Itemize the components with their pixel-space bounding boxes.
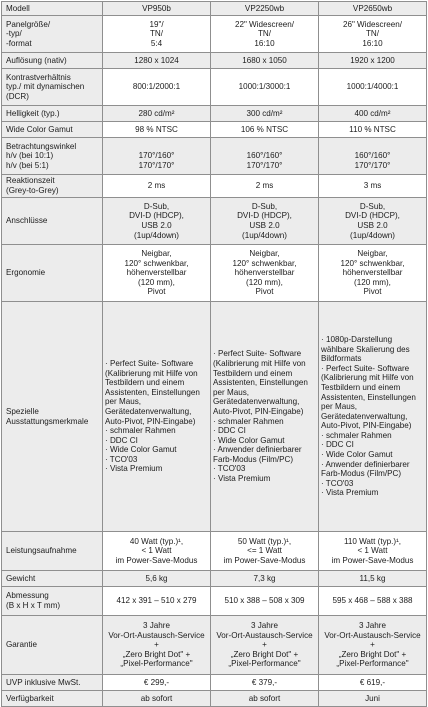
spec-cell-line: € 299,- xyxy=(143,677,170,687)
spec-cell-line: Assistenten, Einstellungen xyxy=(321,392,416,402)
spec-cell-line: Testbildern und einem xyxy=(105,378,185,388)
spec-cell xyxy=(103,69,211,106)
spec-cell-line: 120° schwenkbar, xyxy=(124,258,189,268)
row-label-line: UVP inklusive MwSt. xyxy=(6,677,81,687)
spec-cell-line: Juni xyxy=(365,693,380,703)
spec-cell-line: 16:10 xyxy=(254,38,275,48)
table-row xyxy=(2,69,427,106)
spec-cell-line: · Anwender definierbarer xyxy=(213,445,302,455)
spec-cell-line: · TCO'03 xyxy=(321,478,354,488)
spec-cell-line: 106 % NTSC xyxy=(240,124,289,134)
spec-cell-line: + xyxy=(154,640,159,650)
spec-cell-line: € 379,- xyxy=(251,677,278,687)
spec-cell-line: Pivot xyxy=(255,287,274,297)
spec-cell xyxy=(319,675,427,691)
spec-cell-line: 22" Widescreen/ xyxy=(234,19,295,29)
spec-cell xyxy=(319,532,427,571)
table-row xyxy=(2,616,427,675)
table-row xyxy=(2,532,427,571)
spec-cell-line: · Perfect Suite- Software xyxy=(321,363,410,373)
spec-cell-line: „Pixel-Performance" xyxy=(120,659,193,669)
spec-cell-line: Vor-Ort-Austausch-Service xyxy=(216,630,313,640)
row-label xyxy=(2,245,103,302)
spec-cell-line: DVI-D (HDCP), xyxy=(237,211,292,221)
spec-cell-line: 160°/160° xyxy=(354,151,391,161)
row-label-line: Verfügbarkeit xyxy=(6,693,54,703)
row-label-line: Anschlüsse xyxy=(6,216,48,226)
row-label-line: h/v (bei 10:1) xyxy=(6,151,54,161)
spec-cell-line: · Wide Color Gamut xyxy=(105,445,177,455)
spec-cell-line: (Kalibrierung mit Hilfe von xyxy=(105,368,198,378)
spec-cell-line: 170°/170° xyxy=(354,160,391,170)
row-label xyxy=(2,16,103,53)
spec-cell-line: per Maus, xyxy=(321,402,357,412)
spec-cell-line: 3 Jahre xyxy=(251,621,278,631)
row-label xyxy=(2,53,103,69)
spec-cell xyxy=(319,69,427,106)
row-label-line: Reaktionszeit xyxy=(6,176,55,186)
spec-cell-line: per Maus, xyxy=(105,397,141,407)
spec-cell-line: 800:1/2000:1 xyxy=(132,82,181,92)
spec-cell xyxy=(319,691,427,707)
spec-cell-line: Neigbar, xyxy=(357,249,388,259)
spec-cell-line: TN/ xyxy=(149,29,164,39)
spec-cell-line: (120 mm), xyxy=(354,277,391,287)
spec-cell xyxy=(103,675,211,691)
row-label xyxy=(2,106,103,122)
spec-cell-line: · 1080p-Darstellung xyxy=(321,334,393,344)
row-label-line: (B x H x T mm) xyxy=(6,601,61,610)
spec-cell-line: 2 ms xyxy=(255,181,274,191)
spec-cell-line: 280 cd/m² xyxy=(138,108,175,118)
spec-cell-line: USB 2.0 xyxy=(249,221,280,230)
row-label-line: (Grey-to-Grey) xyxy=(6,186,59,195)
spec-cell-line: · DDC CI xyxy=(105,435,138,445)
spec-cell xyxy=(103,175,211,198)
table-row xyxy=(2,691,427,707)
spec-cell-line: 50 Watt (typ.)¹, xyxy=(237,536,292,546)
spec-cell-line: Assistenten, Einstellungen xyxy=(213,378,308,388)
spec-cell-line: „Pixel-Performance" xyxy=(228,659,301,669)
table-row xyxy=(2,106,427,122)
spec-cell xyxy=(211,571,319,587)
row-label xyxy=(2,616,103,675)
spec-cell-line: per Maus, xyxy=(213,387,249,397)
spec-cell-line: · Wide Color Gamut xyxy=(213,435,285,445)
spec-cell-line: 1680 x 1050 xyxy=(242,55,287,65)
row-label-line: Abmessung xyxy=(6,591,49,601)
spec-cell-line: 3 ms xyxy=(363,181,382,191)
spec-cell xyxy=(103,106,211,122)
spec-cell xyxy=(319,138,427,175)
spec-cell xyxy=(319,53,427,69)
table-row xyxy=(2,122,427,138)
spec-cell-line: 1000:1/3000:1 xyxy=(238,82,291,92)
spec-cell-line: · DDC CI xyxy=(321,440,354,450)
spec-cell-line: + xyxy=(370,640,375,650)
spec-cell-line: Auto-Pivot, PIN-Eingabe) xyxy=(321,421,412,431)
spec-cell-line: 7,3 kg xyxy=(253,573,276,583)
row-label-line: Gewicht xyxy=(6,573,36,583)
row-label-line: -typ/ xyxy=(6,29,22,39)
row-label-line: Garantie xyxy=(6,640,38,650)
spec-cell-line: Farb-Modus (Film/PC) xyxy=(321,469,402,479)
spec-cell-line: TN/ xyxy=(365,29,380,39)
row-label xyxy=(2,532,103,571)
spec-cell-line: Gerätedatenverwaltung, xyxy=(321,411,408,421)
spec-cell xyxy=(319,571,427,587)
row-label xyxy=(2,198,103,245)
spec-cell xyxy=(211,53,319,69)
spec-cell-line: · schmaler Rahmen xyxy=(213,416,284,426)
spec-cell xyxy=(211,198,319,245)
spec-cell-line: im Power-Save-Modus xyxy=(115,555,198,565)
spec-cell-line: 120° schwenkbar, xyxy=(340,258,405,268)
row-label xyxy=(2,122,103,138)
spec-cell-line: · Anwender definierbarer xyxy=(321,459,410,469)
spec-cell-line: · Wide Color Gamut xyxy=(321,450,393,460)
spec-cell-line: · Perfect Suite- Software xyxy=(105,358,194,368)
spec-cell xyxy=(319,175,427,198)
spec-cell-line: D-Sub, xyxy=(143,201,170,211)
spec-cell-line: 5,6 kg xyxy=(145,573,168,583)
spec-cell-line: 510 x 388 – 508 x 309 xyxy=(224,596,305,606)
spec-cell-line: 412 x 391 – 510 x 279 xyxy=(116,596,197,606)
spec-cell-line: Vor-Ort-Austausch-Service xyxy=(108,630,205,640)
spec-cell-line: 110 % NTSC xyxy=(349,124,396,134)
spec-cell-line: Auto-Pivot, PIN-Eingabe) xyxy=(213,406,304,416)
spec-cell-line: · Vista Premium xyxy=(105,464,163,474)
header-label: Modell xyxy=(2,2,103,16)
spec-cell-line: < 1 Watt xyxy=(357,546,388,556)
row-label-line: h/v (bei 5:1) xyxy=(6,160,49,170)
spec-cell-line: (1up/4down) xyxy=(350,230,395,240)
row-label-line: Leistungsaufnahme xyxy=(6,546,77,556)
spec-cell-line: Gerätedatenverwaltung, xyxy=(213,397,300,407)
spec-cell xyxy=(211,587,319,616)
spec-cell-line: · TCO'03 xyxy=(213,464,246,474)
spec-cell-line: 26" Widescreen/ xyxy=(342,19,403,29)
spec-cell xyxy=(211,122,319,138)
row-label-line: typ./ mit dynamischen xyxy=(6,82,85,92)
spec-cell xyxy=(319,616,427,675)
spec-cell-line: 595 x 468 – 588 x 388 xyxy=(332,596,413,606)
spec-cell-line: im Power-Save-Modus xyxy=(331,555,414,565)
spec-cell xyxy=(319,122,427,138)
row-label-line: Wide Color Gamut xyxy=(6,124,73,134)
row-label-line: Ergonomie xyxy=(6,268,46,278)
spec-cell xyxy=(211,175,319,198)
spec-cell-line: · Vista Premium xyxy=(213,474,271,484)
spec-cell-line: < 1 Watt xyxy=(141,546,172,556)
spec-cell-line: „Zero Bright Dot" + xyxy=(122,649,191,659)
spec-cell-line: Testbildern und einem xyxy=(213,368,293,378)
table-row xyxy=(2,175,427,198)
spec-cell xyxy=(103,616,211,675)
spec-cell-line: 98 % NTSC xyxy=(135,124,178,134)
spec-cell-line: (Kalibrierung mit Hilfe von xyxy=(321,373,414,383)
spec-cell xyxy=(103,16,211,53)
spec-cell xyxy=(211,675,319,691)
spec-cell-line: Pivot xyxy=(363,287,382,297)
spec-cell xyxy=(211,616,319,675)
spec-cell-line: 5:4 xyxy=(150,38,163,48)
spec-cell xyxy=(319,302,427,532)
spec-cell-line: · Perfect Suite- Software xyxy=(213,349,302,359)
spec-cell-line: 170°/170° xyxy=(138,160,175,170)
spec-cell-line: USB 2.0 xyxy=(141,221,172,230)
spec-table xyxy=(1,1,427,707)
spec-cell-line: (120 mm), xyxy=(138,277,175,287)
spec-cell-line: Pivot xyxy=(147,287,166,297)
spec-cell-line: 110 Watt (typ.)¹, xyxy=(343,536,402,546)
spec-cell-line: · DDC CI xyxy=(213,426,246,436)
row-label-line: Panelgröße/ xyxy=(6,19,51,29)
spec-cell xyxy=(211,138,319,175)
spec-cell-line: ab sofort xyxy=(140,693,173,703)
spec-cell-line: TN/ xyxy=(257,29,272,39)
header-model-1: VP950b xyxy=(103,2,211,16)
spec-cell-line: 1000:1/4000:1 xyxy=(346,82,399,92)
spec-cell-line: 40 Watt (typ.)¹, xyxy=(129,536,184,546)
spec-cell xyxy=(103,53,211,69)
row-label-line: (DCR) xyxy=(6,91,29,101)
spec-cell-line: D-Sub, xyxy=(251,201,278,211)
spec-cell xyxy=(319,16,427,53)
spec-cell-line: 400 cd/m² xyxy=(354,108,391,118)
header-model-3: VP2650wb xyxy=(319,2,427,16)
spec-cell-line: Assistenten, Einstellungen xyxy=(105,387,200,397)
spec-cell-line: D-Sub, xyxy=(359,201,386,211)
table-row xyxy=(2,138,427,175)
spec-cell-line: € 619,- xyxy=(359,677,386,687)
spec-cell xyxy=(103,122,211,138)
row-label-line: Ausstattungsmerkmale xyxy=(6,416,89,426)
header-model-2: VP2250wb xyxy=(211,2,319,16)
spec-cell xyxy=(319,587,427,616)
spec-cell xyxy=(103,302,211,532)
spec-cell-line: · Vista Premium xyxy=(321,488,379,498)
spec-cell-line: (1up/4down) xyxy=(134,230,179,240)
spec-cell-line: 3 Jahre xyxy=(143,621,170,631)
spec-cell-line: 120° schwenkbar, xyxy=(232,258,297,268)
spec-cell-line: Vor-Ort-Austausch-Service xyxy=(324,630,421,640)
spec-cell-line: (1up/4down) xyxy=(242,230,287,240)
table-row xyxy=(2,198,427,245)
spec-cell-line: (120 mm), xyxy=(246,277,283,287)
spec-cell-line: „Pixel-Performance" xyxy=(336,659,409,669)
spec-cell-line: <= 1 Watt xyxy=(247,546,282,556)
spec-cell-line xyxy=(213,142,316,152)
spec-cell-line: Auto-Pivot, PIN-Eingabe) xyxy=(105,416,196,426)
spec-cell-line: Neigbar, xyxy=(141,249,172,259)
spec-cell-line: 2 ms xyxy=(147,181,166,191)
spec-cell-line: DVI-D (HDCP), xyxy=(345,211,400,221)
spec-cell-line: 1280 x 1024 xyxy=(134,55,179,65)
row-label-line: -format xyxy=(6,38,32,48)
spec-cell xyxy=(103,691,211,707)
spec-cell xyxy=(211,245,319,302)
spec-cell-line: höhenverstellbar xyxy=(234,268,295,278)
row-label xyxy=(2,302,103,532)
spec-cell-line: 3 Jahre xyxy=(359,621,386,631)
table-row xyxy=(2,245,427,302)
row-label xyxy=(2,691,103,707)
spec-cell xyxy=(103,198,211,245)
spec-cell-line: „Zero Bright Dot" + xyxy=(338,649,407,659)
spec-cell xyxy=(319,106,427,122)
spec-cell xyxy=(211,69,319,106)
spec-cell-line: · schmaler Rahmen xyxy=(105,426,176,436)
spec-cell-line: „Zero Bright Dot" + xyxy=(230,649,299,659)
table-row xyxy=(2,675,427,691)
spec-cell-line: Gerätedatenverwaltung, xyxy=(105,406,192,416)
row-label xyxy=(2,587,103,616)
row-label xyxy=(2,571,103,587)
spec-cell-line: + xyxy=(262,640,267,650)
spec-cell-line: Testbildern und einem xyxy=(321,382,401,392)
spec-cell-line xyxy=(321,142,424,152)
row-label xyxy=(2,138,103,175)
spec-cell-line: 160°/160° xyxy=(246,151,283,161)
spec-cell xyxy=(103,245,211,302)
table-row xyxy=(2,16,427,53)
spec-cell xyxy=(103,532,211,571)
spec-cell-line: DVI-D (HDCP), xyxy=(129,211,184,221)
row-label xyxy=(2,675,103,691)
spec-cell-line: Bildformats xyxy=(321,354,362,364)
spec-cell-line: 19"/ xyxy=(149,19,164,29)
spec-cell-line: · schmaler Rahmen xyxy=(321,430,392,440)
spec-cell xyxy=(211,532,319,571)
spec-cell-line: 300 cd/m² xyxy=(246,108,283,118)
table-row xyxy=(2,587,427,616)
spec-cell-line: im Power-Save-Modus xyxy=(223,555,306,565)
row-label-line: Betrachtungswinkel xyxy=(6,141,77,151)
row-label-line: Auflösung (nativ) xyxy=(6,55,67,65)
spec-cell-line: 11,5 kg xyxy=(359,573,386,583)
row-label-line: Spezielle xyxy=(6,406,39,416)
spec-cell-line: 16:10 xyxy=(362,38,383,48)
spec-cell-line: höhenverstellbar xyxy=(126,268,187,278)
spec-cell xyxy=(103,138,211,175)
spec-cell xyxy=(319,245,427,302)
spec-cell-line: wählbare Skalierung des xyxy=(321,344,410,354)
row-label-line: Kontrastverhältnis xyxy=(6,72,71,82)
spec-cell-line: 170°/170° xyxy=(246,160,283,170)
spec-cell-line: 170°/160° xyxy=(138,151,175,161)
spec-cell-line: USB 2.0 xyxy=(357,221,388,230)
table-header-row xyxy=(2,2,427,16)
table-row xyxy=(2,571,427,587)
spec-cell xyxy=(211,106,319,122)
spec-cell-line xyxy=(105,142,208,152)
spec-cell xyxy=(319,198,427,245)
spec-cell-line: · TCO'03 xyxy=(105,454,138,464)
table-row xyxy=(2,53,427,69)
spec-cell-line: Farb-Modus (Film/PC) xyxy=(213,454,294,464)
spec-cell xyxy=(211,16,319,53)
row-label xyxy=(2,69,103,106)
spec-cell xyxy=(211,691,319,707)
spec-cell xyxy=(103,571,211,587)
spec-cell-line: (Kalibrierung mit Hilfe von xyxy=(213,358,306,368)
spec-cell-line: Neigbar, xyxy=(249,249,280,259)
spec-cell xyxy=(103,587,211,616)
row-label-line: Helligkeit (typ.) xyxy=(6,108,60,118)
spec-cell-line: 1920 x 1200 xyxy=(350,55,395,65)
table-row xyxy=(2,302,427,532)
row-label xyxy=(2,175,103,198)
spec-cell-line: höhenverstellbar xyxy=(342,268,403,278)
spec-cell-line: ab sofort xyxy=(248,693,281,703)
spec-table-body xyxy=(2,2,427,707)
spec-cell xyxy=(211,302,319,532)
